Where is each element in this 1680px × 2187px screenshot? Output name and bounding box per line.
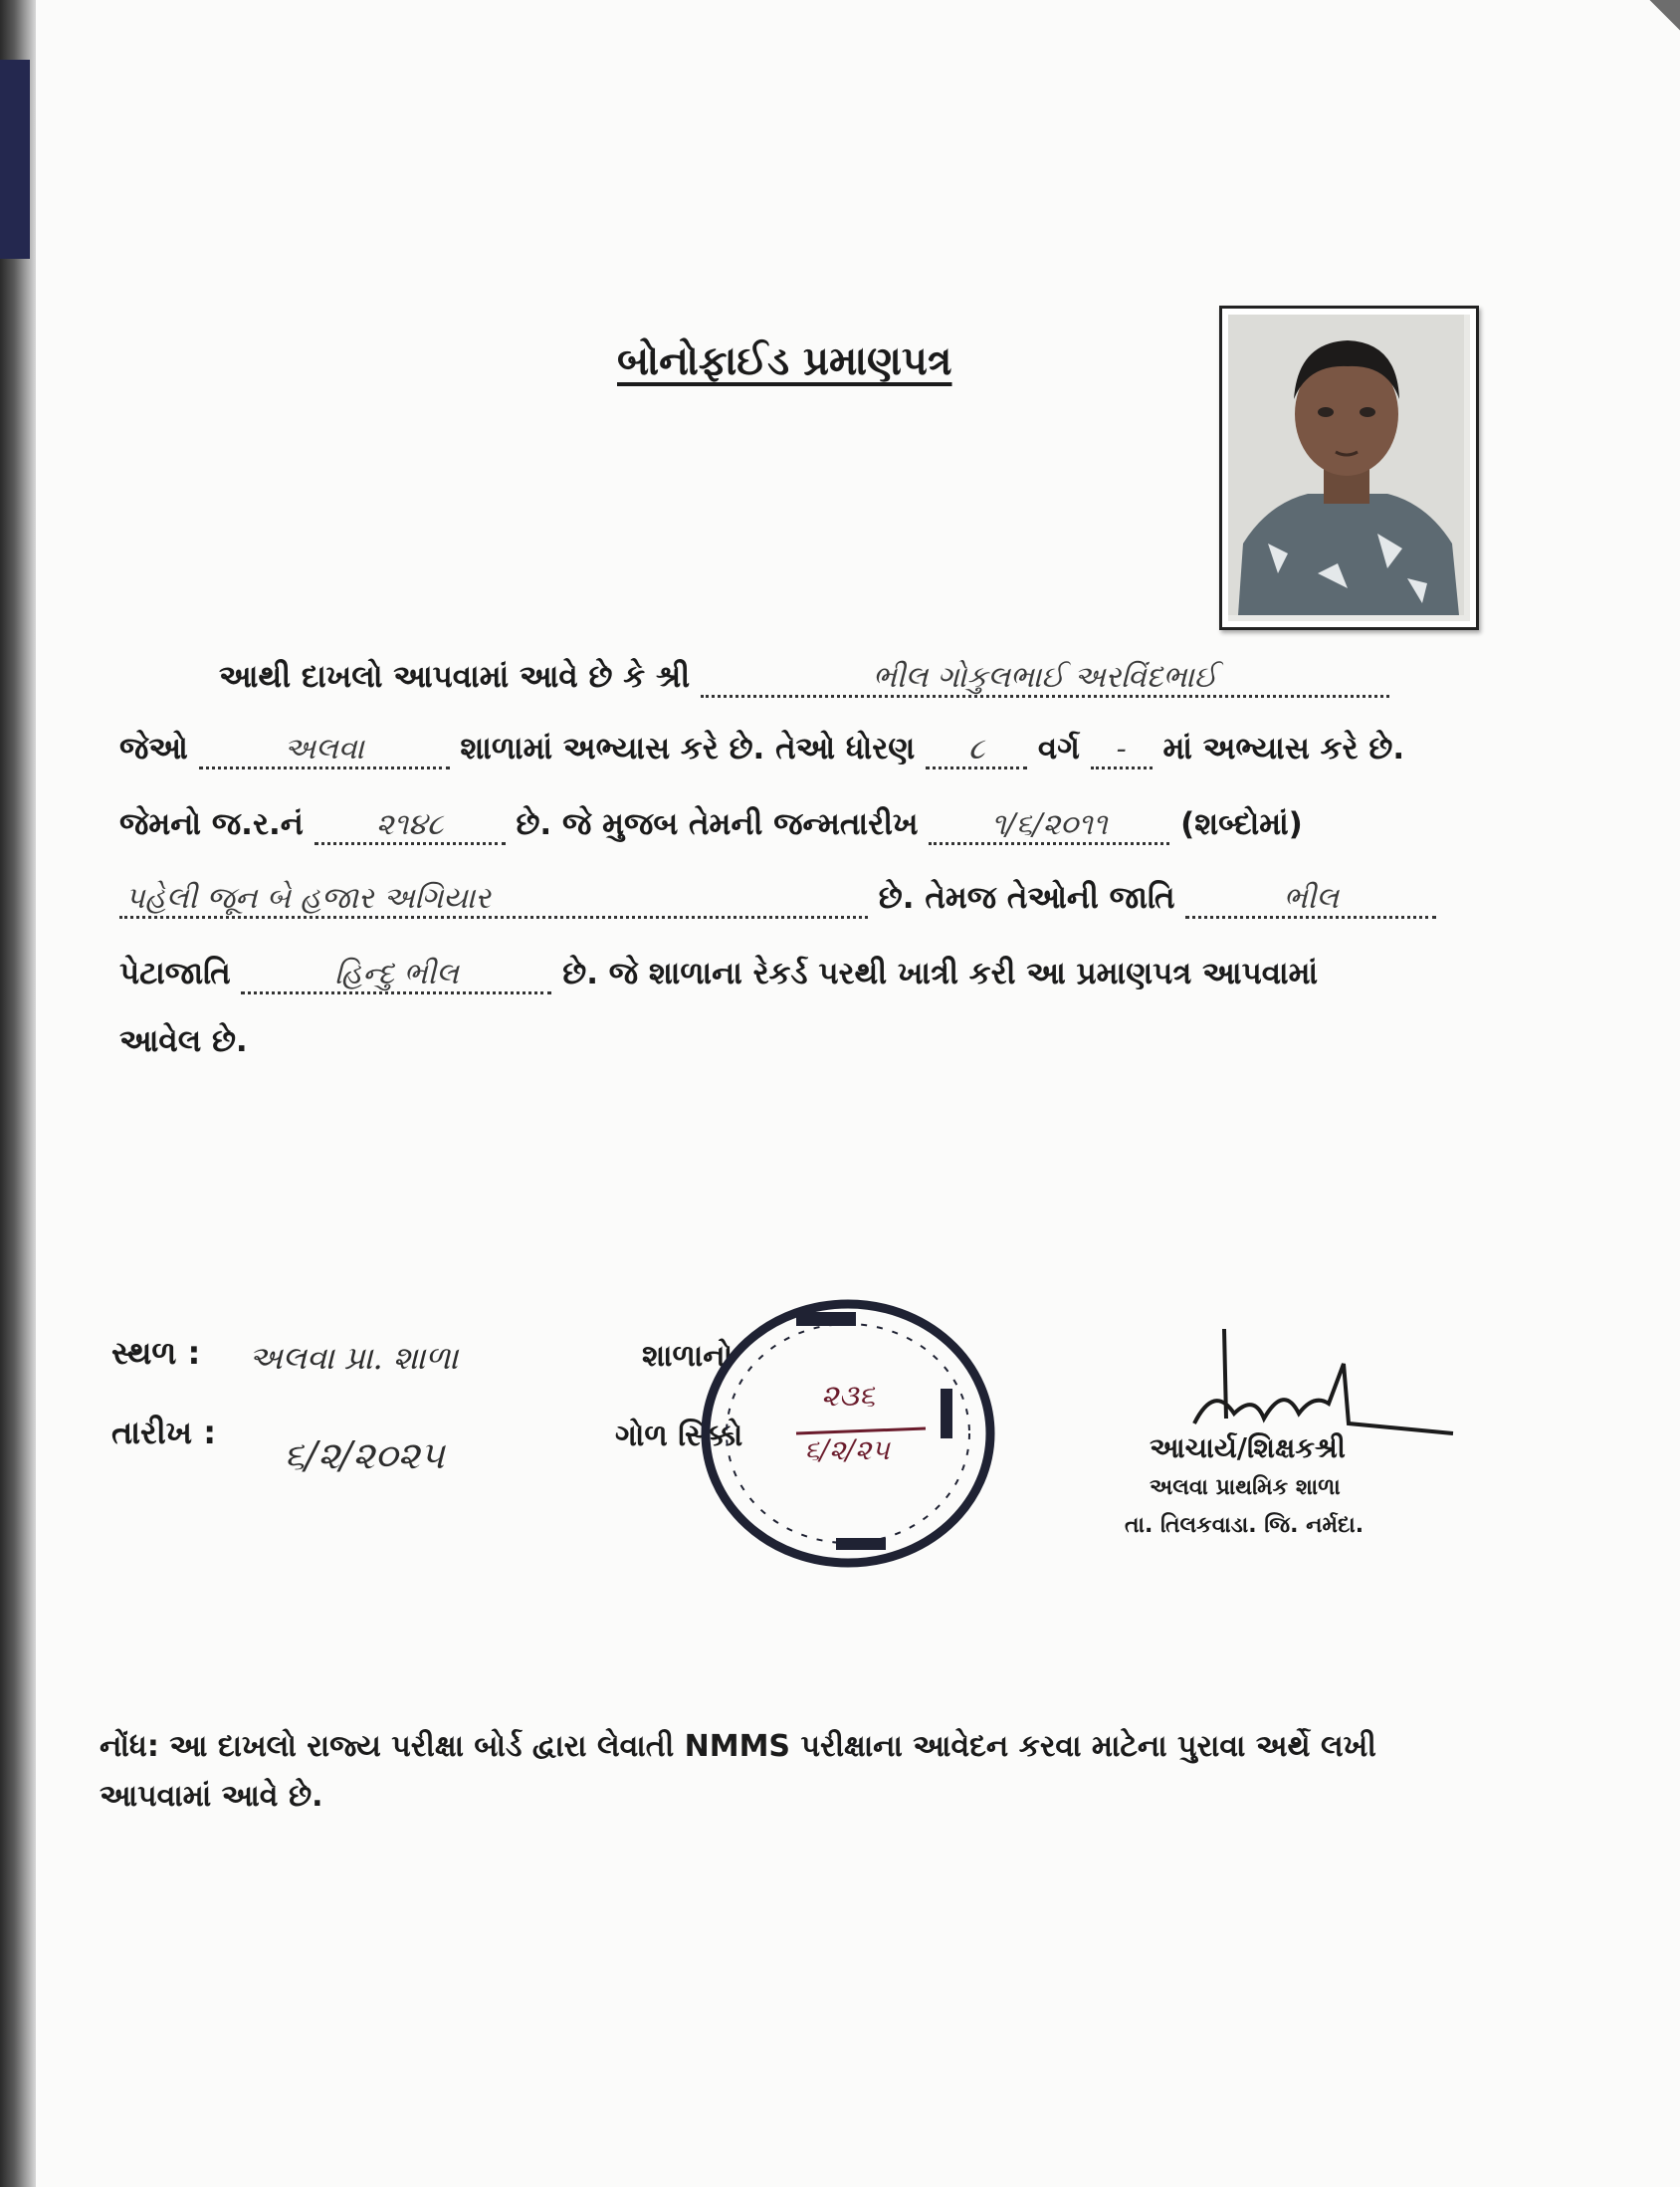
gr-number-label: જેમનો જ.ર.નં (119, 806, 304, 842)
student-name-field: ભીલ ગોકુલભાઈ અરવિંદભાઈ (701, 661, 1389, 698)
signatory-title: આચાર્ય/શિક્ષકશ્રી (1150, 1431, 1346, 1464)
stamp-label-round-seal: ગોળ સિક્કો (615, 1419, 743, 1453)
body-line-4 (119, 878, 1503, 919)
certificate-title: બોનોફાઈડ પ્રમાણપત્ર (617, 338, 952, 384)
school-name-field: અલવા (199, 733, 450, 769)
they-label: જેઓ (119, 731, 188, 766)
stamp-inward-number: ૨૩૬ (821, 1379, 876, 1414)
scan-corner-shadow (1630, 0, 1680, 50)
gr-number-field: ૨૧૪૮ (315, 808, 506, 845)
place-label: સ્થળ : (111, 1334, 201, 1372)
stamp-date: ૬/૨/૨૫ (804, 1433, 890, 1466)
place-value: અલવા પ્રા. શાળા (249, 1339, 459, 1377)
in-words-label: (શબ્દોમાં) (1180, 806, 1303, 842)
subcaste-field: હિન્દુ ભીલ (241, 958, 551, 994)
body-line-5 (119, 954, 1503, 994)
certificate-note: નોંધ: આ દાખલો રાજ્ય પરીક્ષા બોર્ડ દ્વારા લેવાતી NMMS પરીક્ષાના આવેદન કરવા માટેના પુરાવા અર્થે લખી આપવામાં આવે છે. (100, 1729, 1376, 1814)
caste-label: છે. તેમજ તેઓની જાતિ (878, 880, 1175, 916)
stamp-label-school: શાળાનો (642, 1339, 734, 1374)
subcaste-label: પેટાજાતિ (119, 956, 231, 991)
signatory-school: અલવા પ્રાથમિક શાળા (1150, 1475, 1341, 1500)
dob-words-field: પહેલી જૂન બે હજાર અગિયાર (119, 882, 868, 919)
record-text: છે. જે શાળાના રેકર્ડ પરથી ખાત્રી કરી આ પ્રમાણપત્ર આપવામાં (562, 956, 1319, 991)
date-label: તારીખ : (111, 1414, 216, 1451)
intro-text: આથી દાખલો આપવામાં આવે છે કે શ્રી (219, 659, 691, 695)
signature-block (1115, 1324, 1473, 1563)
body-line-3 (119, 804, 1503, 845)
dob-field: ૧/૬/૨૦૧૧ (929, 808, 1169, 845)
caste-field: ભીલ (1185, 882, 1436, 919)
student-photo (1219, 306, 1479, 630)
student-portrait-image (1228, 315, 1464, 615)
scan-edge-blue-patch (0, 60, 30, 259)
body-line-2 (119, 729, 1503, 769)
dob-label: છે. જે મુજબ તેમની જન્મતારીખ (516, 806, 919, 842)
studying-text: શાળામાં અભ્યાસ કરે છે. તેઓ ધોરણ (460, 731, 916, 766)
signatory-address: તા. તિલકવાડા. જિ. નર્મદા. (1125, 1513, 1365, 1538)
date-value: ૬/૨/૨૦૨૫ (284, 1433, 445, 1477)
standard-field: ૮ (926, 733, 1027, 769)
division-label: વર્ગ (1037, 731, 1080, 766)
studying-suffix: માં અભ્યાસ કરે છે. (1162, 731, 1405, 766)
body-line-6: આવેલ છે. (119, 1023, 248, 1059)
body-line-1 (219, 657, 1503, 698)
scan-left-edge (0, 0, 36, 2187)
division-field: - (1091, 733, 1153, 769)
